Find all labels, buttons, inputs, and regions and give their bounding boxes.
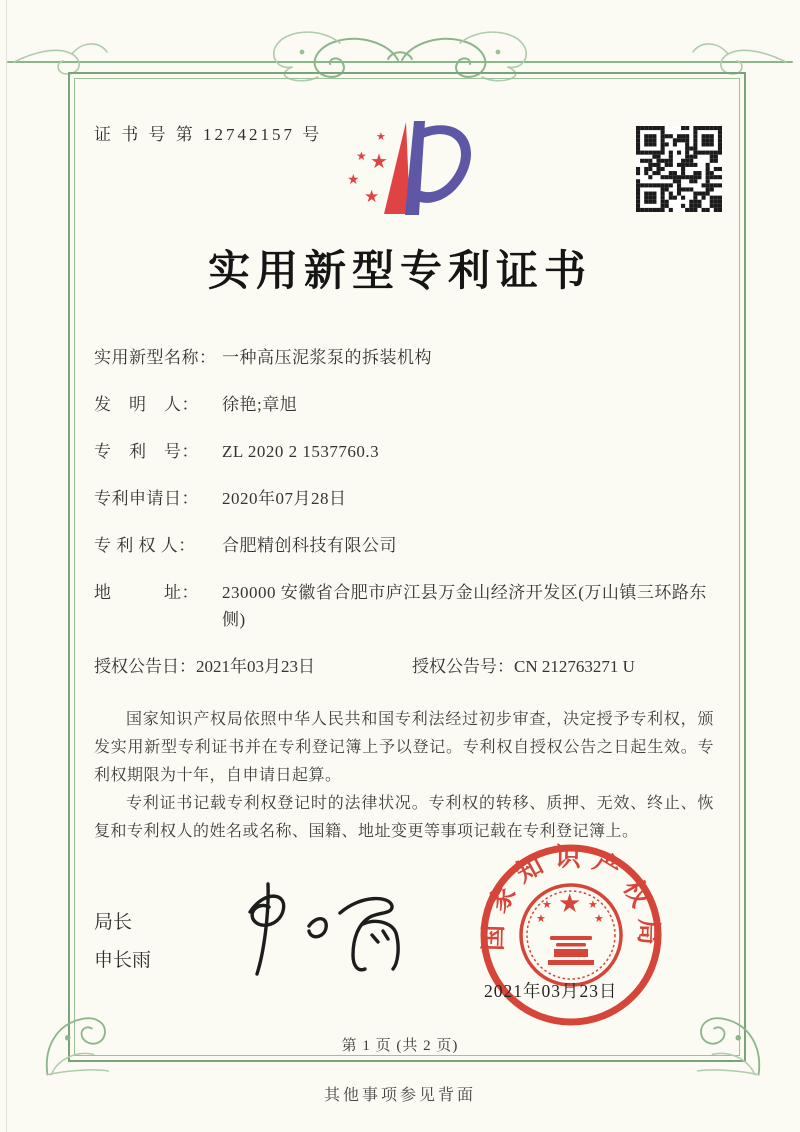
official-seal-icon — [464, 840, 678, 1040]
field-patent-number — [94, 438, 714, 465]
seal-text: 国家知识产权局 — [478, 842, 664, 956]
seal-emblem-small-star: ★ — [588, 898, 598, 911]
issuer-block — [94, 904, 151, 980]
qr-code — [636, 126, 722, 212]
scan-edge — [6, 0, 7, 1132]
field-label: 授权公告号： — [412, 657, 514, 676]
seal-emblem-small-star: ★ — [594, 912, 604, 925]
field-value: CN 212763271 U — [514, 657, 635, 676]
signature-icon — [212, 872, 424, 988]
logo-star: ★ — [376, 130, 386, 143]
field-grant-row — [94, 653, 714, 680]
field-value: 徐艳;章旭 — [222, 395, 298, 414]
field-value: 合肥精创科技有限公司 — [222, 536, 397, 555]
logo-star: ★ — [364, 187, 380, 207]
field-label: 专 利 权 人： — [94, 536, 196, 555]
issuer-name: 申长雨 — [94, 950, 152, 971]
legal-paragraphs — [94, 706, 714, 846]
field-address — [94, 579, 714, 633]
legal-paragraph-1: 国家知识产权局依照中华人民共和国专利法经过初步审查，决定授予专利权，颁发实用新型专利证书并在专利登记簿上予以登记。专利权自授权公告之日起生效。专利权期限为十年，自申请日起算。 — [94, 711, 714, 784]
issuer-title: 局长 — [94, 912, 133, 933]
field-value: ZL 2020 2 1537760.3 — [222, 442, 380, 461]
seal-emblem-small-star: ★ — [542, 898, 552, 911]
top-right-flourish — [693, 44, 786, 74]
seal-emblem-small-star: ★ — [536, 912, 546, 925]
grant-number-pair — [412, 653, 635, 680]
grant-date-pair — [94, 653, 412, 680]
field-label: 发 明 人： — [94, 395, 199, 414]
cnipa-logo-icon — [346, 116, 478, 218]
field-utility-model-name — [94, 344, 714, 371]
field-label: 地 址： — [94, 583, 199, 602]
certificate-title: 实用新型专利证书 — [207, 249, 592, 295]
seal-date: 2021年03月23日 — [484, 981, 618, 1001]
field-value: 2021年03月23日 — [196, 657, 315, 676]
field-value: 2020年07月28日 — [222, 489, 347, 508]
field-patentee — [94, 532, 714, 559]
field-label: 授权公告日： — [94, 657, 196, 676]
field-inventor — [94, 391, 714, 418]
field-label: 专利申请日： — [94, 489, 199, 508]
page-number: 第 1 页 (共 2 页) — [341, 1038, 459, 1054]
logo-star: ★ — [347, 172, 360, 188]
certificate-body — [94, 344, 714, 846]
legal-paragraph-2: 专利证书记载专利权登记时的法律状况。专利权的转移、质押、无效、终止、恢复和专利权人的姓名或名称、国籍、地址变更等事项记载在专利登记簿上。 — [94, 795, 714, 840]
logo-star: ★ — [356, 149, 367, 163]
certificate-number: 证 书 号 第 12742157 号 — [94, 125, 323, 144]
field-filing-date — [94, 485, 714, 512]
field-label: 实用新型名称： — [94, 348, 217, 367]
seal-emblem-gate — [548, 936, 594, 965]
back-note: 其他事项参见背面 — [323, 1087, 476, 1104]
top-left-flourish — [14, 44, 107, 74]
seal-emblem-big-star: ★ — [558, 889, 582, 919]
field-value: 230000 安徽省合肥市庐江县万金山经济开发区(万山镇三环路东侧) — [222, 583, 707, 629]
logo-star: ★ — [370, 149, 388, 173]
field-label: 专 利 号： — [94, 442, 199, 461]
field-value: 一种高压泥浆泵的拆装机构 — [222, 348, 432, 367]
